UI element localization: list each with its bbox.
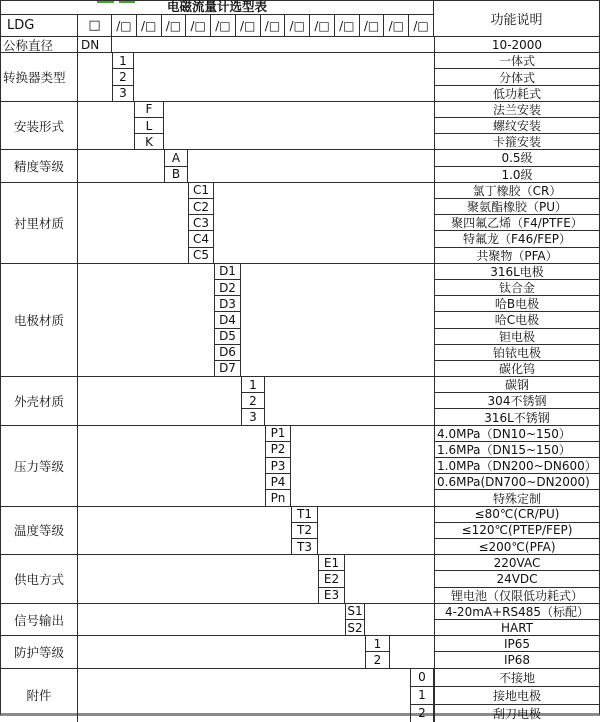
section-label: 信号输出: [1, 604, 78, 635]
section-label: 衬里材质: [1, 183, 78, 263]
section-label: 安装形式: [1, 102, 78, 150]
model-base-slot: □: [78, 15, 112, 36]
desc-cell: ≤120℃(PTEP/FEP): [435, 522, 599, 538]
desc-cell: 螺纹安装: [435, 117, 599, 133]
desc-cell: 碳化钨: [435, 360, 599, 376]
code-1: 1: [373, 636, 382, 651]
desc-cell: ≤200℃(PFA): [435, 538, 599, 554]
desc-cell: 不接地: [498, 670, 535, 685]
code-D4: D4: [215, 311, 240, 327]
section-power-supply: [1, 555, 599, 604]
code-P2: P2: [266, 441, 290, 457]
desc-cell: 接地电极: [435, 686, 599, 704]
code-E3: E3: [319, 587, 344, 603]
desc-cell: 一体式: [498, 54, 535, 69]
spacer: [78, 53, 112, 101]
model-slot-3: /□: [162, 15, 187, 36]
code-0: 0: [418, 670, 426, 685]
header-band: [1, 1, 599, 37]
code-E2: E2: [319, 570, 344, 586]
code-D3: D3: [215, 295, 240, 311]
desc-cell: 钛合金: [435, 279, 599, 295]
spacer: [134, 53, 434, 101]
spacer: [78, 377, 241, 425]
desc-cell: HART: [435, 619, 599, 635]
code-2: 2: [411, 704, 433, 722]
code-1: 1: [249, 377, 257, 392]
code-S2: S2: [347, 620, 363, 635]
desc-cell: IP65: [503, 636, 531, 651]
spacer: [78, 555, 318, 603]
desc-cell: ≤80℃(CR/PU): [474, 507, 560, 522]
code-D1: D1: [219, 264, 236, 279]
desc-cell: 分体式: [435, 68, 599, 84]
section-converter-type: [1, 53, 599, 102]
section-label: 供电方式: [1, 555, 78, 603]
model-slot-1: /□: [112, 15, 137, 36]
code-1: 1: [119, 53, 127, 68]
section-temperature-rating: [1, 507, 599, 556]
spacer: [365, 604, 434, 635]
code-3: 3: [113, 85, 133, 101]
desc-cell: 特殊定制: [435, 489, 599, 505]
code-D6: D6: [215, 344, 240, 360]
code-DN: DN: [81, 37, 100, 52]
spacer: [78, 183, 188, 263]
section-label: 附件: [1, 669, 78, 722]
desc-cell: 聚四氟乙烯（F4/PTFE）: [435, 214, 599, 230]
section-label: 转换器类型: [1, 53, 78, 101]
desc-cell: 锂电池（仅限低功耗式）: [435, 587, 599, 603]
desc-cell: 316L不锈钢: [435, 408, 599, 424]
desc-cell: 1.0级: [435, 166, 599, 182]
spacer: [78, 507, 291, 555]
desc-cell: 钽电极: [435, 328, 599, 344]
desc-cell: 特氟龙（F46/FEP）: [435, 230, 599, 246]
spacer: [291, 426, 434, 506]
section-housing-material: [1, 377, 599, 426]
section-installation-type: [1, 102, 599, 151]
code-E1: E1: [323, 555, 340, 570]
code-Pn: Pn: [266, 489, 290, 505]
desc-cell: 卡箍安装: [435, 133, 599, 149]
model-slot-9: /□: [310, 15, 335, 36]
spacer: [78, 426, 265, 506]
desc-cell: 刮刀电极: [435, 704, 599, 722]
spacer: [345, 555, 434, 603]
code-B: B: [165, 166, 187, 182]
section-label: 外壳材质: [1, 377, 78, 425]
section-pressure-rating: [1, 426, 599, 507]
code-T1: T1: [297, 507, 312, 522]
code-P3: P3: [266, 457, 290, 473]
spacer: [78, 604, 345, 635]
spacer: [78, 264, 214, 376]
model-slot-2: /□: [137, 15, 162, 36]
desc-cell: 哈C电极: [435, 311, 599, 327]
model-slot-10: /□: [335, 15, 360, 36]
model-slot-11: /□: [360, 15, 385, 36]
code-P4: P4: [266, 473, 290, 489]
code-D7: D7: [215, 360, 240, 376]
code-2: 2: [242, 392, 264, 408]
desc-cell: 氯丁橡胶（CR）: [472, 183, 562, 198]
code-K: K: [135, 133, 163, 149]
section-protection-rating: [1, 636, 599, 668]
model-slot-6: /□: [236, 15, 261, 36]
scan-artifact: [97, 1, 114, 3]
section-nominal-diameter: [1, 37, 599, 53]
desc-cell: 哈B电极: [435, 295, 599, 311]
spacer: [241, 264, 434, 376]
desc-cell: 316L电极: [490, 264, 544, 279]
spacer: [78, 102, 134, 150]
desc-cell: 304不锈钢: [435, 392, 599, 408]
spacer: [78, 669, 410, 722]
code-C3: C3: [189, 214, 213, 230]
code-3: 3: [242, 408, 264, 424]
code-2: 2: [366, 651, 389, 667]
spacer: [164, 102, 434, 150]
model-code: LDG: [1, 15, 78, 36]
spacer: [78, 636, 365, 667]
desc-cell: 法兰安装: [492, 102, 541, 117]
desc-cell: IP68: [435, 651, 599, 667]
spacer: [390, 636, 434, 667]
section-lining-material: [1, 183, 599, 264]
desc-cell: 1.6MPa（DN15~150）: [435, 441, 599, 457]
section-accuracy-class: [1, 150, 599, 182]
spacer: [112, 37, 434, 52]
desc-cell: 共聚物（PFA）: [435, 247, 599, 263]
model-code-row: [1, 15, 433, 36]
section-label: 温度等级: [1, 507, 78, 555]
code-D5: D5: [215, 328, 240, 344]
header-left: [1, 1, 434, 36]
model-slot-7: /□: [261, 15, 286, 36]
section-signal-output: [1, 604, 599, 636]
code-L: L: [135, 117, 163, 133]
code-2: 2: [113, 68, 133, 84]
desc-cell: 24VDC: [435, 570, 599, 586]
section-electrode-material: [1, 264, 599, 377]
desc-cell: 铂铱电极: [435, 344, 599, 360]
code-C4: C4: [189, 230, 213, 246]
code-S1: S1: [347, 604, 363, 619]
code-D2: D2: [215, 279, 240, 295]
desc-cell: 聚氨酯橡胶（PU）: [435, 198, 599, 214]
code-P1: P1: [270, 426, 286, 441]
code-F: F: [145, 102, 153, 117]
function-column-header: 功能说明: [490, 13, 543, 28]
desc-cell: 220VAC: [493, 555, 541, 570]
desc-cell: 4.0MPa（DN10~150）: [437, 426, 571, 441]
section-label: 防护等级: [1, 636, 78, 667]
model-slot-5: /□: [211, 15, 236, 36]
code-C1: C1: [192, 183, 209, 198]
section-label: 公称直径: [1, 37, 78, 52]
spacer: [188, 150, 434, 181]
code-1: 1: [411, 686, 433, 704]
model-slot-4: /□: [186, 15, 211, 36]
desc-cell: 低功耗式: [435, 85, 599, 101]
model-slot-12: /□: [384, 15, 409, 36]
scan-artifact: [119, 1, 135, 3]
desc-cell: 4-20mA+RS485（标配）: [444, 604, 590, 619]
code-C2: C2: [189, 198, 213, 214]
desc-cell: 碳钢: [504, 378, 529, 393]
desc-cell: 0.5级: [501, 151, 533, 166]
spacer: [265, 377, 434, 425]
code-T2: T2: [292, 522, 317, 538]
section-label: 压力等级: [1, 426, 78, 506]
desc-cell: 0.6MPa(DN700~DN2000): [435, 473, 599, 489]
section-label: 精度等级: [1, 150, 78, 181]
code-T3: T3: [292, 538, 317, 554]
code-C5: C5: [189, 247, 213, 263]
spacer: [214, 183, 434, 263]
desc-cell: 10-2000: [491, 37, 543, 52]
spacer: [78, 150, 164, 181]
model-slot-8: /□: [285, 15, 310, 36]
section-accessories: [1, 669, 599, 722]
section-label: 电极材质: [1, 264, 78, 376]
code-A: A: [171, 150, 181, 165]
model-slot-13: /□: [413, 18, 429, 33]
table-title: 电磁流量计选型表: [1, 1, 433, 15]
spacer: [318, 507, 434, 555]
desc-cell: 1.0MPa（DN200~DN600）: [435, 457, 599, 473]
